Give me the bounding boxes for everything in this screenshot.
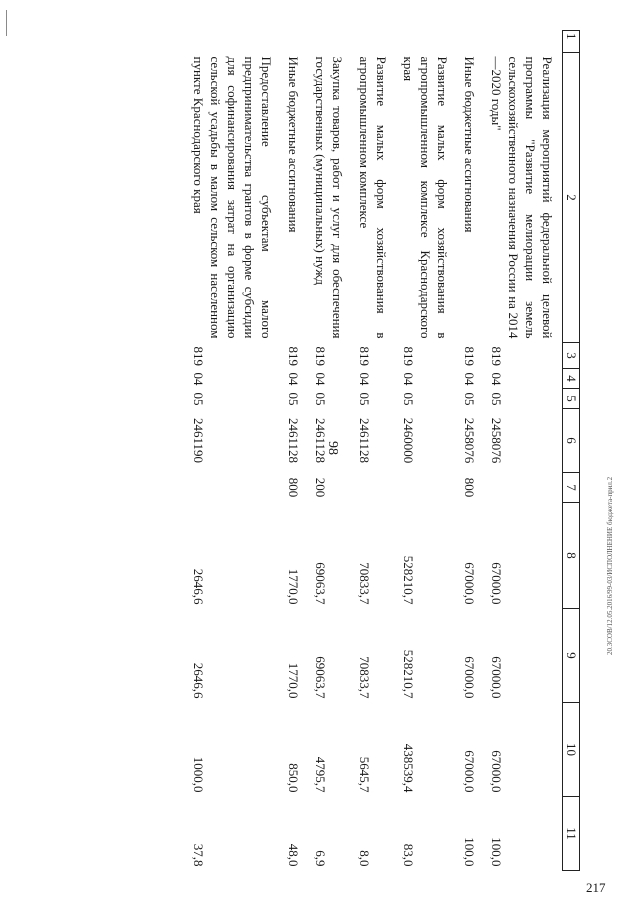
rotated-table-sheet [70, 30, 580, 870]
table-row [186, 31, 281, 871]
side-page-number: 217 [586, 880, 606, 895]
cell-c9: 70833,7 [357, 656, 372, 699]
cell-c9: 2646,6 [191, 662, 206, 699]
header-col-1: 1 [563, 31, 580, 53]
cell-c8: 67000,0 [489, 562, 504, 605]
table-row [457, 31, 484, 871]
cell-name: Закупка товаров, работ и услуг для обеспечения государственных (муниципальных) нужд [313, 56, 345, 339]
cell-c8: 69063,7 [313, 562, 328, 605]
header-col-7: 7 [563, 473, 580, 503]
cell-c11: 48,0 [286, 843, 301, 867]
cell-c8: 2646,6 [191, 568, 206, 605]
cell-c9: 528210,7 [401, 649, 416, 699]
cell-c5: 05 [313, 392, 328, 406]
table-row [281, 31, 308, 871]
cell-c10: 4795,7 [313, 756, 328, 793]
cell-name: Предоставление субъектам малого предпринимательства грантов в форме субсидии для софинансирования затрат на организацию сельской усадьбы в малом сельском населенном пункте Краснодарского края [191, 56, 274, 339]
header-col-5: 5 [563, 389, 580, 409]
cell-empty [457, 31, 484, 53]
cell-c4: 04 [401, 372, 416, 386]
cell-empty [281, 31, 308, 53]
table-row [308, 31, 352, 871]
table-row [396, 31, 457, 871]
cell-c5: 05 [489, 392, 504, 406]
cell-c4: 04 [286, 372, 301, 386]
budget-table [186, 30, 580, 871]
cell-empty [308, 31, 352, 53]
cell-c11: 6,9 [313, 850, 328, 867]
cell-c4: 04 [357, 372, 372, 386]
header-col-2: 2 [563, 53, 580, 343]
cell-c11: 83,0 [401, 843, 416, 867]
cell-c7: 800 [462, 477, 477, 498]
cell-empty [484, 31, 563, 53]
cell-c9: 67000,0 [462, 656, 477, 699]
cell-c7 [186, 473, 281, 503]
header-col-8: 8 [563, 503, 580, 609]
cell-c5: 05 [191, 392, 206, 406]
cell-name: Иные бюджетные ассигнования [462, 56, 477, 233]
cell-c4: 04 [191, 372, 206, 386]
cell-c7: 800 [286, 477, 301, 498]
header-col-3: 3 [563, 343, 580, 369]
cell-c5: 05 [286, 392, 301, 406]
page-number: 98 [325, 441, 340, 455]
cell-c6: 2461128 [357, 417, 372, 464]
cell-c7 [484, 473, 563, 503]
cell-c6: 2460000 [401, 417, 416, 464]
cell-name: Развитие малых форм хозяйствования в агропромышленном комплексе [357, 56, 389, 339]
cell-c3: 819 [357, 346, 372, 366]
cell-name: Реализация мероприятий федеральной целевой программы "Развитие мелиорации земель сельскохозяйственного назначения России на 2014—2020 годы" [489, 56, 555, 339]
cell-c3: 819 [286, 346, 301, 366]
cell-c10: 1000,0 [191, 756, 206, 793]
cell-c3: 819 [401, 346, 416, 366]
cell-c10: 850,0 [286, 763, 301, 793]
header-col-6: 6 [563, 409, 580, 473]
cell-c11: 100,0 [489, 837, 504, 867]
file-footer-tag: 20.3СОВ/12.05.2016/99-03/ИСПОЛНЕНИЕ бюджета-прил.2 [606, 476, 614, 655]
cell-c6: 2461190 [191, 417, 206, 464]
cell-c6: 2458076 [462, 417, 477, 464]
cell-c6: 2461128 [313, 417, 328, 464]
cell-c9: 1770,0 [286, 662, 301, 699]
cell-c8: 1770,0 [286, 568, 301, 605]
cell-c3: 819 [489, 346, 504, 366]
header-row [563, 31, 580, 871]
cell-c9: 67000,0 [489, 656, 504, 699]
cell-c8: 67000,0 [462, 562, 477, 605]
cell-c6: 2461128 [286, 417, 301, 464]
cell-c10: 67000,0 [489, 750, 504, 793]
cell-c7 [352, 473, 396, 503]
cell-c8: 528210,7 [401, 555, 416, 605]
cell-c10: 67000,0 [462, 750, 477, 793]
cell-c11: 100,0 [462, 837, 477, 867]
cell-c4: 04 [489, 372, 504, 386]
cell-c10: 5645,7 [357, 756, 372, 793]
header-col-10: 10 [563, 703, 580, 797]
cell-c8: 70833,7 [357, 562, 372, 605]
cell-c3: 819 [313, 346, 328, 366]
cell-c7: 200 [313, 477, 328, 498]
table-row [352, 31, 396, 871]
cell-c5: 05 [401, 392, 416, 406]
cell-c10: 438539,4 [401, 743, 416, 793]
cell-empty [186, 31, 281, 53]
header-col-11: 11 [563, 797, 580, 871]
cell-c11: 37,8 [191, 843, 206, 867]
header-col-9: 9 [563, 609, 580, 703]
cell-c3: 819 [462, 346, 477, 366]
cell-c7 [396, 473, 457, 503]
cell-c4: 04 [313, 372, 328, 386]
cell-c5: 05 [357, 392, 372, 406]
cell-c3: 819 [191, 346, 206, 366]
scan-edge-mark [6, 10, 7, 36]
cell-c5: 05 [462, 392, 477, 406]
header-col-4: 4 [563, 369, 580, 389]
cell-c9: 69063,7 [313, 656, 328, 699]
cell-name: Иные бюджетные ассигнования [286, 56, 301, 233]
cell-c4: 04 [462, 372, 477, 386]
cell-c11: 8,0 [357, 850, 372, 867]
cell-name: Развитие малых форм хозяйствования в агропромышленном комплексе Краснодарского края [401, 56, 450, 339]
cell-empty [352, 31, 396, 53]
cell-empty [396, 31, 457, 53]
table-row [484, 31, 563, 871]
cell-c6: 2458076 [489, 417, 504, 464]
